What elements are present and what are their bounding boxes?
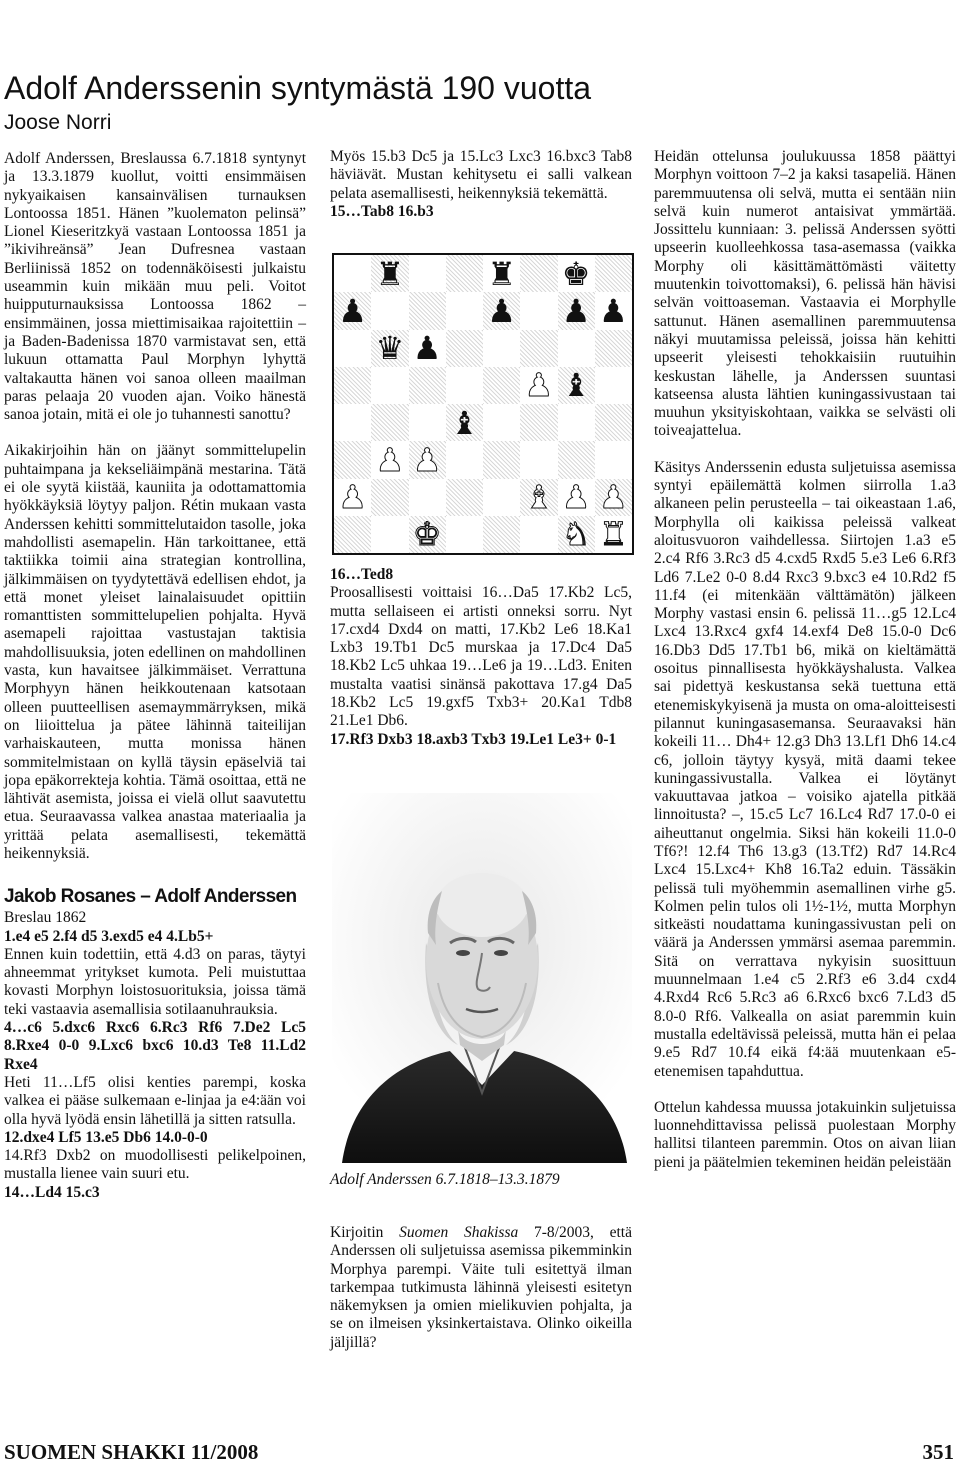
game-moves: 16…Ted8	[330, 566, 394, 583]
board-square	[558, 441, 595, 478]
game-moves: 1.e4 e5 2.f4 d5 3.exd5 e4 4.Lb5+	[4, 927, 214, 945]
game-commentary: Heti 11…Lf5 olisi kenties parempi, koska valkea ei pääse sulkemaan e-linjaa ja e4:ään voi olla hyvä lyödä ensin lähetillä ja sitten ratsulla.	[4, 1073, 306, 1128]
black-pawn-icon: ♟	[599, 291, 628, 330]
game-commentary: Proosallisesti voittaisi 16…Da5 17.Kb2 Lc5, mutta sellaiseen ei artisti onneksi sorru. Nyt 17.cxd4 Dxd4 on matti, 17.Kb2 Le6 18.Ka1 Lxb3 19.Tb1 Dc5 murskaa ja 17.Dc4 Da5 18.Kb2 Lc5 uhkaa 19…Le6 ja 19…Ld3. Eniten mustalta vaatisi sinänsä pakottava 17.g4 Da5 18.Kb2 Lc5 19.gxf5 Txb3+ 20.Ka1 Tdb8 21.Le1 Db6.	[330, 584, 632, 730]
board-square	[558, 292, 595, 329]
board-square	[409, 441, 446, 478]
footer-magazine-issue: SUOMEN SHAKKI 11/2008	[4, 1440, 259, 1464]
board-square	[446, 292, 483, 329]
board-square	[446, 255, 483, 292]
board-square	[520, 479, 557, 516]
board-square	[595, 367, 632, 404]
body-paragraph: Käsitys Anderssenin edusta suljetuissa asemissa syntyi epäilemättä kolmen siirrolla 1.a3 alkaneen pelin perusteella – tai oikeastaan 1.a6, Morphylla oli kaikissa peleissä valkeat aloitusvuoron vaihdellessa. Siirtojen 1.a3 e5 2.c4 Rf6 3.Rc3 d5 4.cxd5 Rxd5 5.e3 Le6 6.Rf3 Ld6 7.Le2 0-0 8.d4 Rxc3 9.bxc3 e4 10.Rd2 f5 11.f4 (ei mitenkään välttämätön) jälkeen Morphy vastasi ensin 6. pelissä 11…g5 12.Lc4 Lxc4 13.Rxc4 gxf4 14.exf4 De8 15.0-0 Dc6 16.Db3 Dd5 17.Tb1 b6, mikä on kieltämättä osoitus pinnallisesta hyökkäyshalusta. Valkea sai pidettyä keskustansa sekä tuettuna että etenemiskykyisenä ja musta on oma-aloitteisesti pilannut kuningasasemansa. Seuraavaksi hän kokeili 11… Dh4+ 12.g3 Dh3 13.Lf1 Dh6 14.c4 c6, jolloin täytyy kysyä, mitä daami tekee kuningassivustalla. Valkea ei löytänyt vakuuttavaa jatkoa – voisiko ajatella pitkää linnoitusta? –, 15.c5 Lc7 16.Lc4 Rd7 17.0-0 ei aiheuttanut ongelmia. Siksi hän kokeili 11.0-0 Tf6?! 12.f4 Th6 13.g3 (13.Tf2) Rd7 14.Rc4 Lxc4 15.Lxc4+ Kh8 16.Ta2 eduin. Tässäkin pelissä tuli myöhemmin asemallinen virhe g5. Kolmen pelin tulos oli 1½-1½, mutta Morphyn sitkeästi noudattama kuningassivustan peli on väärä ja Anderssen ymmärsi asemaa paremmin. Sitä on verrattava nykyisin suosittuun muunnelmaan 1.e4 c5 2.Rf3 e6 3.d4 cxd4 4.Rxd4 Rc6 5.Rc3 a6 6.Rxc6 bxc6 7.Ld3 d5 8.0-0 Rf6. Valkealla on asiat paremmin kuin mustalla edeltävissä peleissä, mutta hän ei pelaa 9.e5 Rd7 10.f4 eikä f4:ää muutenkaan e5-etenemisen tapahduttua.	[654, 458, 956, 1080]
board-square	[446, 441, 483, 478]
black-pawn-icon: ♟	[487, 291, 516, 330]
board-square	[558, 479, 595, 516]
column-2	[330, 148, 632, 221]
board-square	[446, 330, 483, 367]
board-square	[595, 441, 632, 478]
board-square	[371, 516, 408, 553]
portrait-illustration	[332, 793, 632, 1163]
board-square	[595, 479, 632, 516]
game-heading: Jakob Rosanes – Adolf Anderssen	[4, 886, 297, 908]
board-square	[409, 330, 446, 367]
board-square	[520, 441, 557, 478]
board-square	[520, 255, 557, 292]
board-square	[446, 479, 483, 516]
board-square	[595, 330, 632, 367]
board-square	[334, 367, 371, 404]
column-2-middle	[330, 566, 632, 749]
white-bishop-icon: ♝	[524, 478, 554, 517]
board-square	[483, 292, 520, 329]
photo-caption: Adolf Anderssen 6.7.1818–13.3.1879	[330, 1171, 560, 1188]
black-pawn-icon: ♟	[338, 291, 367, 330]
portrait-photo	[332, 793, 632, 1163]
board-square	[558, 330, 595, 367]
intro-paragraph: Adolf Anderssen, Breslaussa 6.7.1818 syntynyt ja 13.3.1879 kuollut, voitti ensimmäisen nykyaikaisen kansainvälisen turnauksen Lontoossa 1851. Hänen ”kuolematon pelinsä” Lionel Kieseritzkyä vastaan Lontoossa 1851 ja ”ikivihreänsä” Jean Dufresnea vastaan Berliinissä 1852 on todennäköisesti julkaistu useammin kuin mikään muu peli. Voitot huipputurnauksissa Lontoossa 1862 – ensimmäinen, jossa miettimisaikaa rajoitettiin – ja Baden-Badenissa 1870 varmistavat sen, että lukuun ottamatta Paul Morphyn lyhyttä valtakautta hänen voi sanoa olleen maailman paras pelaaja 20 vuoden ajan. Voiko hänestä sanoa jotain, mitä ei ole jo tuhannesti sanottu?	[4, 150, 306, 424]
board-square	[334, 516, 371, 553]
article-title: Adolf Anderssenin syntymästä 190 vuotta	[4, 70, 592, 106]
board-square	[558, 255, 595, 292]
board-square	[483, 255, 520, 292]
board-square	[371, 404, 408, 441]
board-square	[371, 367, 408, 404]
board-square	[409, 516, 446, 553]
board-square	[334, 330, 371, 367]
game-commentary: Myös 15.b3 Dc5 ja 15.Lc3 Lxc3 16.bxc3 Tab8 häviävät. Mustan kehitysetu ei salli valkean pelata asemallisesti, heikennyksiä tekemättä.	[330, 148, 632, 202]
white-pawn-icon: ♟	[599, 478, 628, 517]
white-knight-icon: ♞	[561, 515, 591, 554]
board-square	[371, 292, 408, 329]
board-square	[595, 292, 632, 329]
black-pawn-icon: ♟	[412, 329, 442, 368]
board-square	[558, 404, 595, 441]
footer-page-number: 351	[922, 1440, 954, 1464]
board-square	[446, 516, 483, 553]
magazine-name: Suomen Shakissa	[399, 1224, 519, 1241]
black-bishop-icon: ♝	[450, 403, 479, 442]
board-square	[334, 292, 371, 329]
white-rook-icon: ♜	[599, 515, 628, 554]
board-square	[595, 516, 632, 553]
board-square	[483, 404, 520, 441]
game-moves: 14…Ld4 15.c3	[4, 1183, 100, 1201]
board-square	[371, 479, 408, 516]
black-rook-icon: ♜	[487, 254, 516, 293]
board-square	[558, 516, 595, 553]
body-paragraph	[330, 1224, 632, 1352]
game-place: Breslau 1862	[4, 909, 87, 927]
black-king-icon: ♚	[561, 254, 591, 293]
board-square	[483, 367, 520, 404]
board-square	[483, 441, 520, 478]
board-square	[334, 441, 371, 478]
text-span: 7-8/2003, että Anderssen oli suljetuissa asemissa pikemminkin Morphya parempi. Väite tuli esitettyä ilman tarkempaa tutkimusta lähinnä yleisesti esitetyn näkemyksen ja omien mielikuvien pohjalta, ja se on ilmeisen yksinkertaistava. Olinko oikeilla jäljillä?	[330, 1224, 632, 1351]
column-1	[4, 150, 306, 1202]
board-square	[483, 330, 520, 367]
board-square	[409, 367, 446, 404]
board-square	[595, 255, 632, 292]
white-pawn-icon: ♟	[375, 440, 405, 479]
game-commentary: Ennen kuin todettiin, että 4.d3 on paras, täytyi ahneemmat yritykset kumota. Peli muistuttaa kovasti Morphyn loistosuorituksia, joissa tämä teki vastaavia asemallisia sotilaanuhrauksia.	[4, 945, 306, 1018]
board-square	[409, 255, 446, 292]
white-king-icon: ♚	[412, 515, 442, 554]
board-square	[446, 404, 483, 441]
board-square	[483, 479, 520, 516]
board-square	[520, 292, 557, 329]
body-paragraph: Aikakirjoihin hän on jäänyt sommittelupelin puhtaimpana ja kekseliäimpänä mestarina. Tätä ei ole syytä kiistää, kauniita ja odottamattomia hyökkäyksiä löytyy paljon. Rétin mukaan vasta Anderssen kehitti sommittelutaidon tasolle, joka mahdollisti asemapelin. Hän tarkoittanee, että taktiikka toimii aina strategian kontrollina, jälkimmäisen on tyydytettävä edellisen ehdot, ja että monet yleiset lainalaisuudet opittiin romanttisten sommittelupelien pohjalta. Hyvä asemapeli rajoittaa vastustajan taktisia mahdollisuuksia, joten edellinen on mahdollinen vasta, kun havaitsee jälkimmäiset. Verrattuna Morphyyn hänen heikkoutenaan katsotaan olleen puutteellisen asemaymmärryksen, mikä on liioittelua ja pätee lähinnä taiteilijan varhaiskauteen, mutta monissa hänen sommitelmistaan on kyllä täysin epäselviä tai jopa epäkorrekteja kohtia. Tämä osoittaa, että ne lähtivät asemista, joissa ei vielä ollut saavutettu etua. Seuraavassa valkea anastaa materiaalia ja yrittää pelata asemallisesti, tekemättä heikennyksiä.	[4, 442, 306, 862]
board-square	[371, 330, 408, 367]
white-pawn-icon: ♟	[338, 478, 367, 517]
board-square	[371, 441, 408, 478]
board-square	[409, 404, 446, 441]
game-moves: 15…Tab8 16.b3	[330, 202, 434, 220]
game-moves: 12.dxe4 Lf5 13.e5 Db6 14.0-0-0	[4, 1128, 208, 1146]
game-moves: 17.Rf3 Dxb3 18.axb3 Txb3 19.Le1 Le3+ 0-1	[330, 730, 617, 748]
body-paragraph: Ottelun kahdessa muussa jotakuinkin suljetuissa luonnehdittavissa pelissä puolestaan Morphy hallitsi tilanteen paremmin. Otos on aivan liian pieni ja päätelmien tekeminen heidän peleistään	[654, 1098, 956, 1171]
black-rook-icon: ♜	[375, 254, 405, 293]
board-square	[520, 516, 557, 553]
body-paragraph: Heidän ottelunsa joulukuussa 1858 päättyi Morphyn voittoon 7–2 ja kaksi tasapeliä. Hänen paremmuutensa oli selvä, mutta ei sentään niin selvä kuin numerot antaisivat ymmärtää. Jossittelu kunniaan: 3. pelissä Anderssen syötti upseerin kuolleehkossa tasa-asemassa (vaikka Morphy oli käsittämättömästi väitetty muutenkin toivottomaksi), 6. pelissä hän hävisi selvän voittoaseman. Vastaavia ei Morphylle sattunut. Hänen asemallinen paremmuutensa näkyi muutamissa peleissä, joissa hän kehitti upseerit yleisesti tehokkaisiin ruutuihin keskustan lähelle, ja Anderssen suuntasi katseensa alusta lähtien kuningassivustaan tai muuhun yksityiskohtaan, vaikka se selvästi oli toiveajattelua.	[654, 148, 956, 440]
board-square	[483, 516, 520, 553]
article-author: Joose Norri	[4, 111, 112, 134]
black-bishop-icon: ♝	[561, 366, 591, 405]
column-2-bottom	[330, 1224, 632, 1352]
column-3	[654, 148, 956, 1172]
chess-diagram	[332, 253, 634, 555]
board-square	[520, 330, 557, 367]
black-pawn-icon: ♟	[561, 291, 591, 330]
board-square	[520, 367, 557, 404]
board-square	[558, 367, 595, 404]
board-square	[520, 404, 557, 441]
board-square	[409, 479, 446, 516]
board-square	[371, 255, 408, 292]
game-moves: 4…c6 5.dxc6 Rxc6 6.Rc3 Rf6 7.De2 Lc5 8.Rxe4 0-0 9.Lxc6 bxc6 10.d3 Te8 11.Ld2 Rxe4	[4, 1019, 306, 1073]
board-square	[334, 404, 371, 441]
black-queen-icon: ♛	[375, 329, 405, 368]
board-square	[409, 292, 446, 329]
board-square	[334, 255, 371, 292]
white-pawn-icon: ♟	[561, 478, 591, 517]
text-span: Kirjoitin	[330, 1224, 400, 1241]
game-commentary: 14.Rf3 Dxb2 on muodollisesti pelikelpoinen, mustalla lienee vain suuri etu.	[4, 1147, 306, 1183]
board-square	[446, 367, 483, 404]
board-square	[595, 404, 632, 441]
board-square	[334, 479, 371, 516]
white-pawn-icon: ♟	[412, 440, 442, 479]
white-pawn-icon: ♟	[524, 366, 554, 405]
